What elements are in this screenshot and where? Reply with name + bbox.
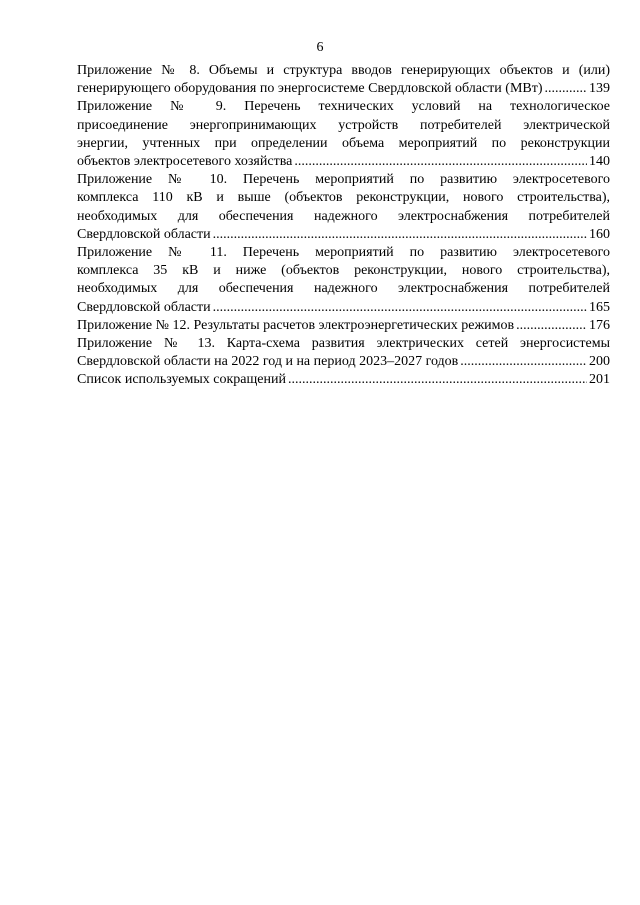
toc-page-number: 165 <box>589 299 610 315</box>
toc-entry-text-line: Приложение № 10. Перечень мероприятий по развитию электросетевого <box>77 172 610 188</box>
toc-entry-text-line: генерирующего оборудования по энергосистеме Свердловской области (МВт) <box>77 81 543 97</box>
toc-entry-text-line: объектов электросетевого хозяйства <box>77 154 293 170</box>
toc-entry-text-line: Свердловской области <box>77 226 211 242</box>
toc-entry-text-line: Свердловской области на 2022 год и на период 2023–2027 годов <box>77 354 459 370</box>
toc-page-number: 160 <box>589 226 610 242</box>
toc-entry-text-line: энергии, учтенных при определении объема мероприятий по реконструкции <box>77 135 610 151</box>
dot-leader <box>516 317 587 335</box>
toc-page-number: 200 <box>589 354 610 370</box>
toc-entry-text-line: необходимых для обеспечения надежного электроснабжения потребителей <box>77 208 610 224</box>
toc-page-number: 139 <box>589 81 610 97</box>
toc-entry-last-line <box>77 353 610 371</box>
toc-entry-text-line: Приложение № 8. Объемы и структура вводов генерирующих объектов и (или) <box>77 63 610 78</box>
toc-entry-text-line: Приложение № 11. Перечень мероприятий по развитию электросетевого <box>77 245 610 261</box>
toc-entry-last-line <box>77 317 610 335</box>
toc-entry-last-line <box>77 80 610 98</box>
toc-entry-text-line: Приложение № 12. Результаты расчетов электроэнергетических режимов <box>77 317 515 333</box>
dot-leader <box>294 153 587 171</box>
toc-entry-text-line: Приложение № 13. Карта-схема развития электрических сетей энергосистемы <box>77 336 610 352</box>
toc-entry-abbreviations[interactable] <box>77 371 610 389</box>
toc-entry-last-line <box>77 153 610 171</box>
toc-entry-appendix-9[interactable] <box>77 98 610 171</box>
toc-entry-appendix-10[interactable] <box>77 171 610 244</box>
toc-entry-last-line <box>77 226 610 244</box>
toc-page-number: 201 <box>589 372 610 388</box>
toc-entry-text-line: Приложение № 9. Перечень технических условий на технологическое <box>77 99 610 115</box>
table-of-contents <box>77 62 610 390</box>
dot-leader <box>545 80 587 98</box>
toc-entry-text-line: комплекса 110 кВ и выше (объектов реконструкции, нового строительства), <box>77 190 610 206</box>
toc-entry-appendix-8[interactable] <box>77 62 610 98</box>
toc-entry-last-line <box>77 371 610 389</box>
toc-entry-appendix-12[interactable] <box>77 317 610 335</box>
dot-leader <box>460 353 587 371</box>
dot-leader <box>288 371 587 389</box>
toc-page-number: 140 <box>589 154 610 170</box>
toc-entry-text-line: необходимых для обеспечения надежного электроснабжения потребителей <box>77 281 610 297</box>
toc-entry-text-line: присоединение энергопринимающих устройств потребителей электрической <box>77 117 610 133</box>
toc-entry-appendix-13[interactable] <box>77 335 610 371</box>
dot-leader <box>213 299 587 317</box>
toc-entry-appendix-11[interactable] <box>77 244 610 317</box>
dot-leader <box>213 226 587 244</box>
toc-entry-last-line <box>77 299 610 317</box>
toc-entry-text-line: комплекса 35 кВ и ниже (объектов реконструкции, нового строительства), <box>77 263 610 279</box>
toc-entry-text-line: Свердловской области <box>77 299 211 315</box>
toc-page-number: 176 <box>589 317 610 333</box>
page-number: 6 <box>316 40 324 55</box>
toc-entry-text-line: Список используемых сокращений <box>77 372 286 388</box>
